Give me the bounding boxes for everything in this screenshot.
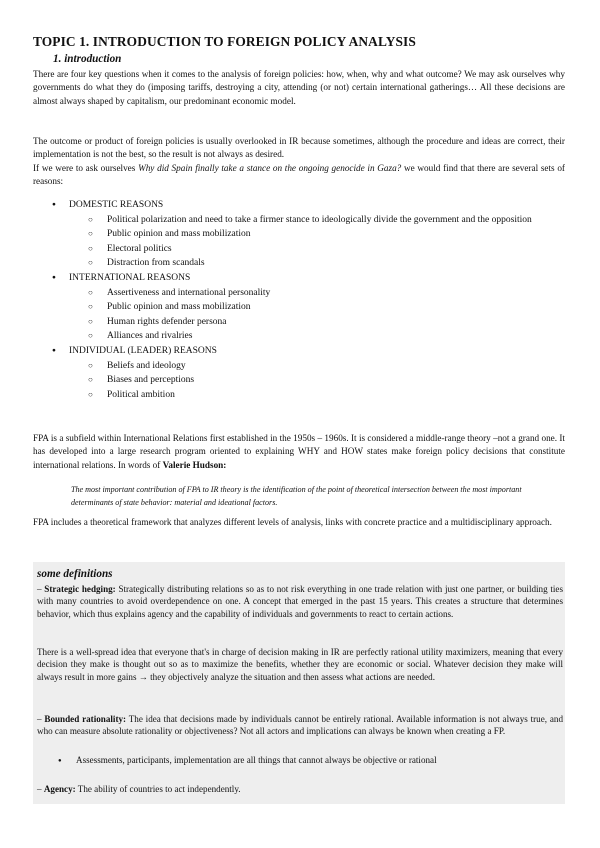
definition-dash: – <box>37 784 44 794</box>
spain-paragraph-lead: If we were to ask ourselves <box>33 163 139 173</box>
reason-item: ○ Political ambition <box>88 388 567 403</box>
outcome-paragraph: The outcome or product of foreign policies is usually overlooked in IR because sometimes, although the procedure and ideas are correct, their implementation is not the best, so the result is not always as desired. <box>33 136 565 160</box>
definitions-box <box>33 562 565 804</box>
definition-strategic-hedging <box>37 583 563 620</box>
fpa-text: FPA is a subfield within International Relations first established in the 1950s – 1960s. It is considered a middle-range theory –not a grand one. It has developed into a large research program oriented to explaining WHY and HOW states make foreign policy decisions that constitute international relations. In words of <box>33 433 565 470</box>
definition-dash: – <box>37 714 45 724</box>
spain-paragraph-tail: we would find that there are several sets of reasons: <box>33 163 565 187</box>
hudson-quote: The most important contribution of FPA to IR theory is the identification of the point of theoretical intersection between the most important determinants of state behavior: material and ideational factors. <box>71 485 522 507</box>
definition-dash: – <box>37 584 45 594</box>
reason-group-international <box>52 271 567 344</box>
bullet-icon: ● <box>58 758 62 764</box>
reason-group-label: DOMESTIC REASONS <box>69 200 164 210</box>
reason-item: ○ Public opinion and mass mobilization <box>88 300 567 315</box>
definition-term: Bounded rationality: <box>44 714 127 724</box>
reason-item: ○ Political polarization and need to take a firmer stance to ideologically divide the government and the opposition <box>88 213 567 228</box>
intro-paragraph: There are four key questions when it comes to the analysis of foreign policies: how, when, why and what outcome? We may ask ourselves why governments do what they do (imposing tariffs, destroying a city, attending (or not) certain international gatherings… All these decisions are almost always shaped by capitalism, our predominant economic model. <box>33 69 565 106</box>
reason-group-individual <box>52 344 567 402</box>
definition-text: The ability of countries to act independently. <box>75 784 241 794</box>
reasons-list <box>52 198 567 402</box>
definition-text: Strategically distributing relations so as to not risk everything in one trade relation with just one partner, or building ties with many countries to avoid overdependence on one. A concept that emerged in the past 15 years. This creates a structure that determines behavior, which thus explains agency and the capability of individuals and governments to react to certain actions. <box>37 584 564 619</box>
reason-item: ○ Distraction from scandals <box>88 256 567 271</box>
hudson-name: Valerie Hudson: <box>162 459 227 470</box>
rational-actor-paragraph: There is a well-spread idea that everyone that's in charge of decision making in IR are perfectly rational utility maximizers, meaning that every decision they make is thought out so as to maximize the benefits, whether they are economic or social. Whatever decision they make will always result in more gains → they objectively analyze the situation and then assess what actions are needed. <box>37 647 563 682</box>
definition-term: Agency: <box>43 784 76 794</box>
reason-group-label: INDIVIDUAL (LEADER) REASONS <box>69 345 217 356</box>
reason-item: ○ Human rights defender persona <box>88 315 567 330</box>
definition-term: Strategic hedging: <box>44 584 116 594</box>
reason-item: ○ Electoral politics <box>88 242 567 257</box>
spain-question: Why did Spain finally take a stance on the ongoing genocide in Gaza? <box>138 163 402 173</box>
framework-paragraph: FPA includes a theoretical framework that analyzes different levels of analysis, links with concrete practice and a multidisciplinary approach. <box>33 517 552 527</box>
reason-item: ○ Public opinion and mass mobilization <box>88 227 567 242</box>
document-title: TOPIC 1. INTRODUCTION TO FOREIGN POLICY ANALYSIS <box>33 34 416 49</box>
definitions-title: some definitions <box>37 568 113 580</box>
definition-text: The idea that decisions made by individuals cannot be entirely rational. Available information is not always true, and who can measure absolute rationality or objectiveness? Not all actors and implications can always be known when creating a FP. <box>37 714 563 737</box>
reason-item: ○ Assertiveness and international personality <box>88 286 567 301</box>
reason-item: ○ Beliefs and ideology <box>88 359 567 374</box>
reason-item: ○ Biases and perceptions <box>88 373 567 388</box>
reason-item: ○ Alliances and rivalries <box>88 329 567 344</box>
bullet-text: Assessments, participants, implementation are all things that cannot always be objective or rational <box>76 755 437 765</box>
reason-group-domestic <box>52 198 567 271</box>
spain-question-paragraph <box>33 162 565 189</box>
reason-group-label: INTERNATIONAL REASONS <box>69 272 191 283</box>
fpa-paragraph <box>33 432 565 472</box>
definition-agency <box>37 783 563 795</box>
bounded-rationality-bullet <box>58 755 437 765</box>
section-heading-introduction: 1. introduction <box>53 53 122 65</box>
definition-bounded-rationality <box>37 713 563 738</box>
